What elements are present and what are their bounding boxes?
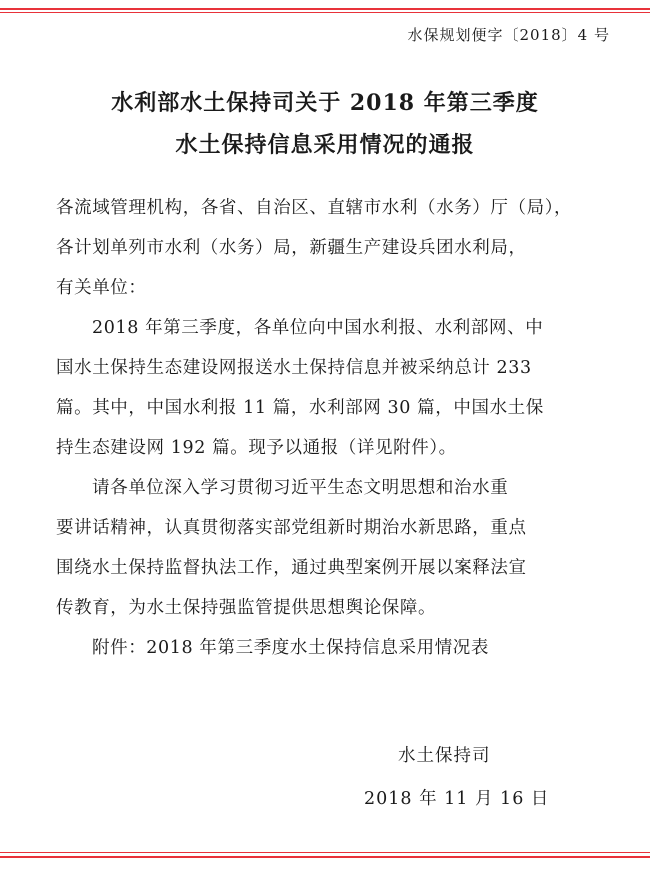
top-red-rule-thin [0, 12, 650, 13]
bottom-red-rule-thin [0, 852, 650, 853]
recipients-line-1: 各流域管理机构，各省、自治区、直辖市水利（水务）厅（局）， [56, 198, 573, 218]
paragraph-1-line-3: 篇。其中，中国水利报 11 篇，水利部网 30 篇，中国水土保 [56, 398, 544, 418]
recipients-line-3: 有关单位： [56, 278, 147, 298]
paragraph-1-line-1: 2018 年第三季度，各单位向中国水利报、水利部网、中 [92, 318, 544, 338]
bottom-red-rule [0, 856, 650, 858]
title-line-2: 水土保持信息采用情况的通报 [175, 132, 475, 158]
document-number: 水保规划便字〔2018〕4 号 [407, 26, 610, 44]
issue-date: 2018 年 11 月 16 日 [364, 789, 550, 809]
paragraph-1-line-4: 持生态建设网 192 篇。现予以通报（详见附件）。 [56, 438, 457, 458]
attachment-line: 附件：2018 年第三季度水土保持信息采用情况表 [92, 638, 489, 658]
title-line-1: 水利部水土保持司关于 2018 年第三季度 [111, 90, 539, 116]
paragraph-2-line-2: 要讲话精神，认真贯彻落实部党组新时期治水新思路，重点 [56, 518, 527, 538]
issuer-name: 水土保持司 [398, 746, 491, 766]
top-red-rule [0, 8, 650, 10]
paragraph-2-line-4: 传教育，为水土保持强监管提供思想舆论保障。 [56, 598, 437, 618]
paragraph-2-line-1: 请各单位深入学习贯彻习近平生态文明思想和治水重 [92, 478, 509, 498]
recipients-line-2: 各计划单列市水利（水务）局，新疆生产建设兵团水利局， [56, 238, 527, 258]
paragraph-1-line-2: 国水土保持生态建设网报送水土保持信息并被采纳总计 233 [56, 358, 532, 378]
paragraph-2-line-3: 围绕水土保持监督执法工作，通过典型案例开展以案释法宣 [56, 558, 527, 578]
